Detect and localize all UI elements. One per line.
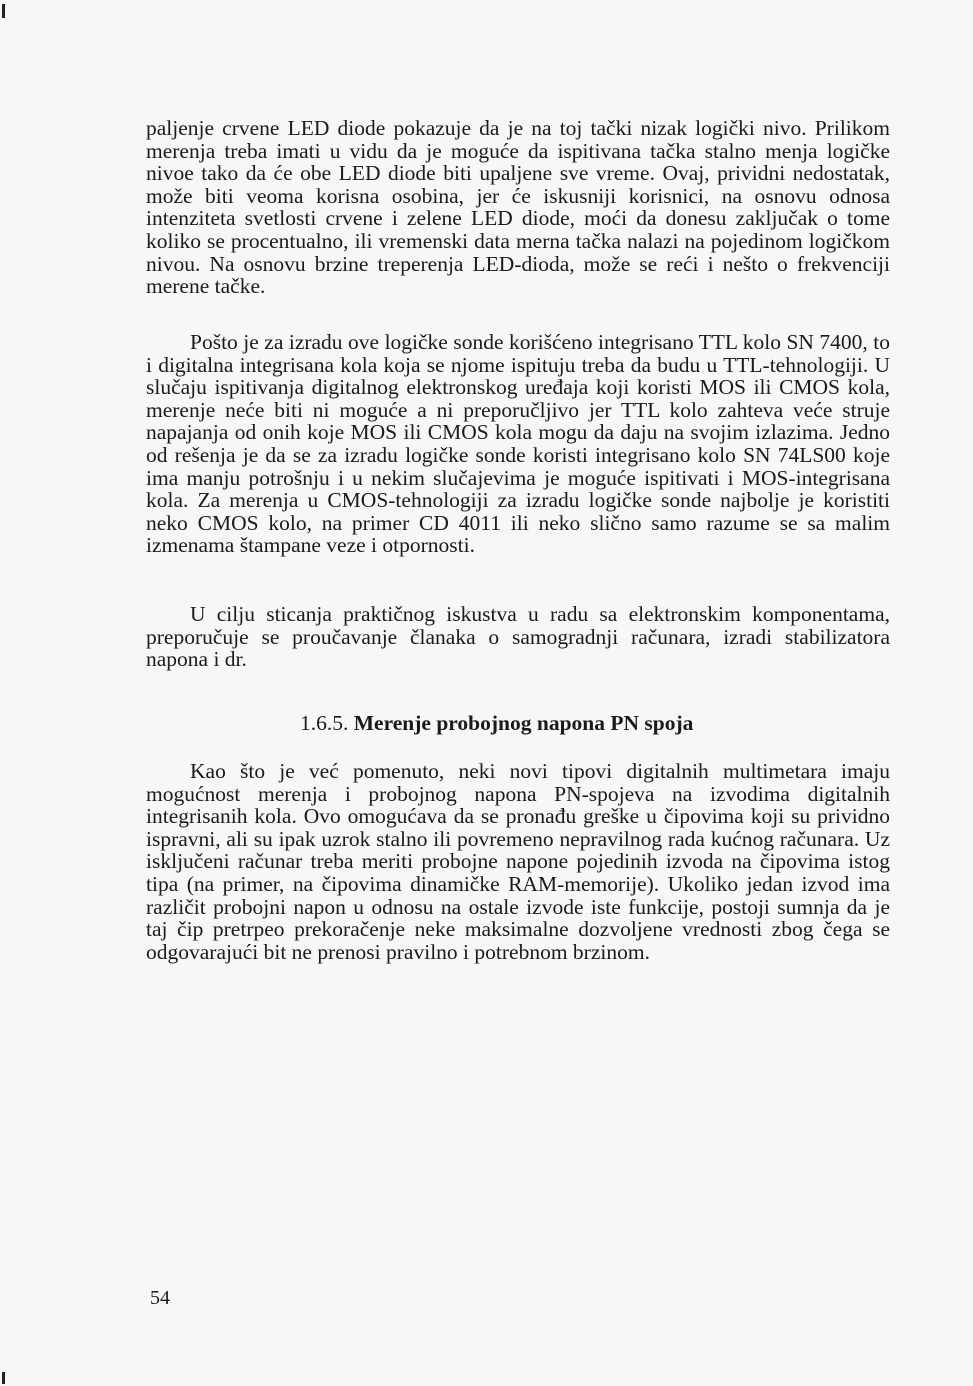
scan-edge-mark [2, 4, 5, 18]
text-block-practice [146, 603, 890, 671]
paragraph-continued: paljenje crvene LED diode pokazuje da je na toj tački nizak logički nivo. Prilikom merenja treba imati u vidu da je moguće da ispitivana tačka stalno menja logičke nivoe tako da će obe LED diode biti upaljene sve vreme. Ovaj, prividni nedostatak, može biti veoma korisna osobina, jer će iskusniji korisnici, na osnovu odnosa intenziteta svetlosti crvene i zelene LED diode, moći da donesu zaključak o tome koliko se procentualno, ili vremenski data merna tačka nalazi na pojedinom logičkom nivou. Na osnovu brzine treperenja LED-dioda, može se reći i nešto o frekvenciji merene tačke. [146, 116, 890, 299]
text-block-ttl [146, 331, 890, 557]
scan-edge-mark-bottom [2, 1372, 5, 1384]
page-number: 54 [150, 1287, 170, 1309]
section-heading [300, 711, 693, 735]
paragraph-ttl-technology: Pošto je za izradu ove logičke sonde korišćeno integrisano TTL kolo SN 7400, to i digitalna integrisana kola koja se njome ispituju treba da budu u TTL-tehnologiji. U slučaju ispitivanja digitalnog elektronskog uređaja koji koristi MOS ili CMOS kola, merenje neće biti ni moguće a ni preporučljivo jer TTL kolo zahteva veće struje napajanja od onih koje MOS ili CMOS kola mogu da daju na svojim izlazima. Jedno od rešenja je da se za izradu logičke sonde koristi integrisano kolo SN 74LS00 koje ima manju potrošnju i u nekim slučajevima je moguće ispitivati i MOS-integrisana kola. Za merenja u CMOS-tehnologiji za izradu logičke sonde najbolje je koristiti neko CMOS kolo, na primer CD 4011 ili neko slično samo razume se sa malim izmenama štampane veze i otpornosti. [146, 330, 890, 558]
paragraph-breakdown-voltage: Kao što je već pomenuto, neki novi tipovi digitalnih multimetara imaju mogućnost merenja i probojnog napona PN-spojeva na izvodima digitalnih integrisanih kola. Ovo omogućava da se pronađu greške u čipovima koji su prividno ispravni, ali su ipak uzrok stalno ili povremeno nepravilnog rada kućnog računara. Uz isključeni računar treba meriti probojne napone pojedinih izvoda na čipovima istog tipa (na primer, na čipovima dinamičke RAM-memorije). Ukoliko jedan izvod ima različit probojni napon u odnosu na ostale izvode iste funkcije, postoji sumnja da je taj čip pretrpeo prekoračenje neke maksimalne dozvoljene vrednosti zbog čega se odgovarajući bit ne prenosi pravilno i potrebnom brzinom. [146, 759, 890, 964]
section-title: Merenje probojnog napona PN spoja [353, 711, 694, 735]
text-block-section [146, 760, 890, 963]
text-block-top [146, 117, 890, 298]
section-number: 1.6.5. [300, 711, 349, 735]
paragraph-practical-experience: U cilju sticanja praktičnog iskustva u radu sa elektronskim komponentama, preporučuje se proučavanje članaka o samogradnji računara, izradi stabilizatora napona i dr. [146, 602, 890, 672]
